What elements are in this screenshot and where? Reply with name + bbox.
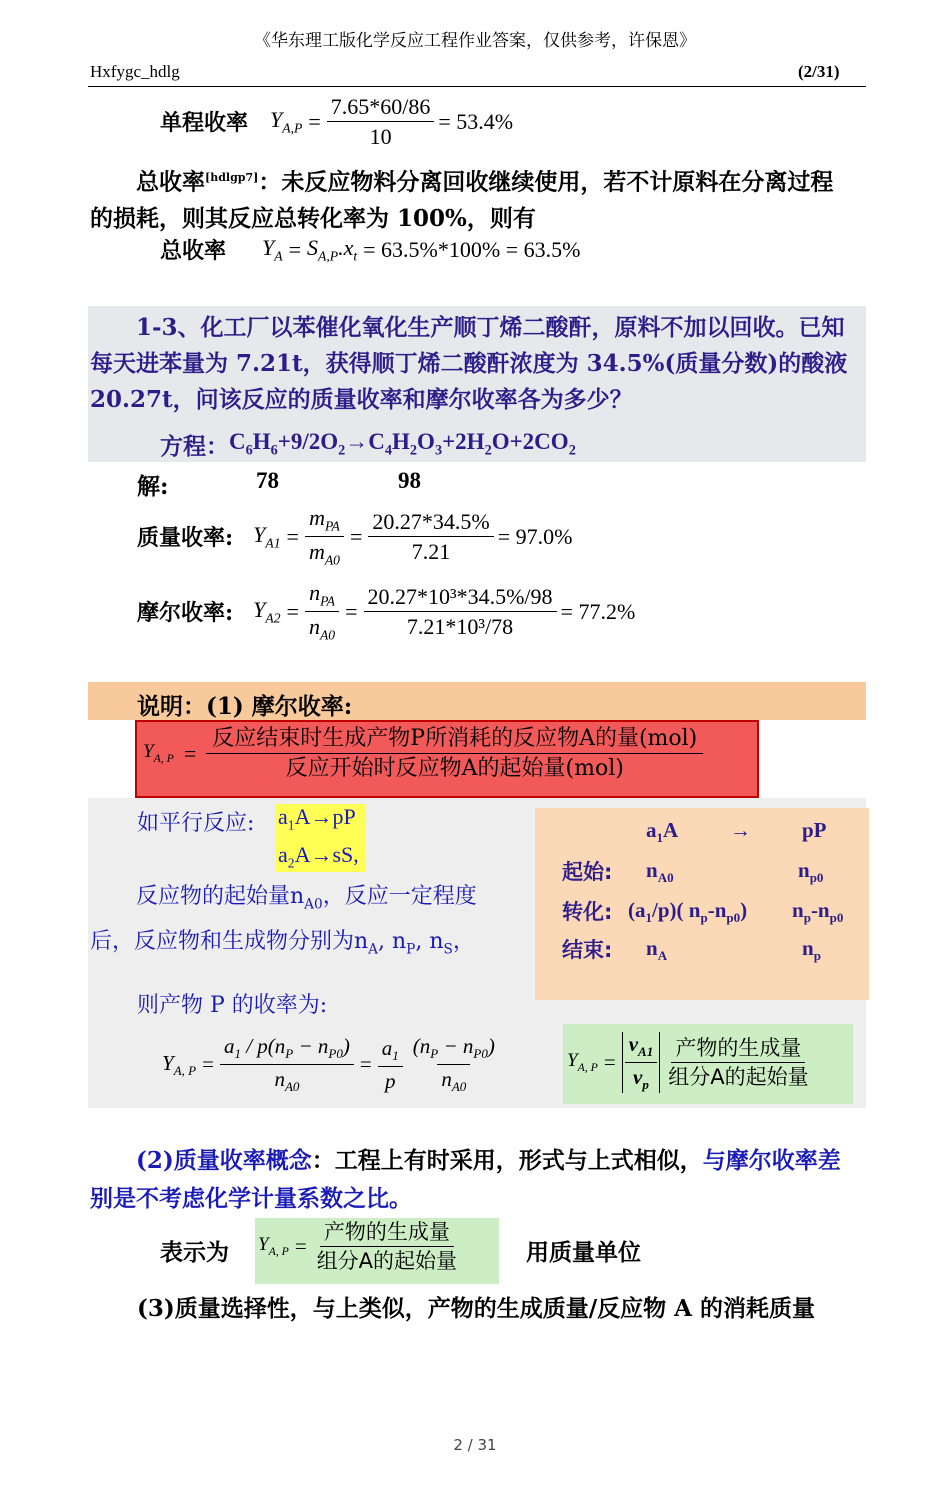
mass-yield-equation: 质量收率: $Y_{A1}$ = $\frac{m_{PA}}{m_{A0}}$ = $\frac{20.27*34.5\%}{7.21}$ = 97.0%: [137, 505, 573, 568]
page-header: 《华东理工版化学反应工程作业答案，仅供参考，许保恩》: [254, 31, 696, 50]
total-yield-equation: 总收率 $Y_A$ = $S_{A,P}.x_t$ = 63.5%*100% = 63.5%: [160, 234, 581, 264]
expressed-as-label: 表示为: [160, 1239, 229, 1266]
header-rule: [88, 86, 866, 87]
mass-unit-note: 用质量单位: [526, 1239, 641, 1266]
yield-symbol: $Y_{A,P}$: [270, 107, 303, 136]
header-page-number: (2/31): [798, 62, 840, 81]
mass-selectivity: (3)质量选择性，与上类似，产物的生成质量/反应物 A 的消耗质量: [137, 1295, 816, 1322]
molar-mass-anhydride: 98: [398, 468, 421, 493]
mass-yield-formula: $Y_{A, P}$ = $\frac{\text{产物的生成量}}{\text{组分A的起始量}}$: [258, 1220, 458, 1274]
row-final-label: 结束:: [562, 938, 613, 962]
row-initial-p: $n_{p0}$: [798, 858, 824, 886]
table-header-arrow: →: [730, 818, 751, 842]
mass-yield-paragraph: (2)质量收率概念：工程上有时采用，形式与上式相似，与摩尔收率差 别是不考虑化学计量系数之比。: [90, 1147, 841, 1212]
table-header-product: pP: [802, 818, 827, 842]
solution-label: 解:: [137, 473, 169, 500]
single-yield-label: 单程收率: [160, 110, 249, 137]
row-converted-label: 转化:: [562, 900, 613, 924]
row-initial-label: 起始:: [562, 860, 613, 884]
header-left-code: Hxfygc_hdlg: [90, 62, 180, 81]
reaction-1: $a_1A\to pP$: [278, 804, 356, 833]
molar-mass-benzene: 78: [256, 468, 279, 493]
general-yield-formula: $Y_{A, P}$ = $\frac{\nu_{A1}}{\nu_p}$ $\frac{\text{产物的生成量}}{\text{组分A的起始量}}$: [567, 1032, 809, 1093]
molar-yield-definition: $Y_{A, P}$ = $\frac{\text{反应结束时生成产物P所消耗的反应物A的量(mol)}}{\text{反应开始时反应物A的起始量(mol)}}$: [143, 726, 703, 782]
molar-yield-equation: 摩尔收率: $Y_{A2}$ = $\frac{n_{PA}}{n_{A0}}$ = $\frac{\text{20.27*10³*34.5\%/98}}{\text{7.21*10³/78}}$ = 77.2%: [137, 580, 636, 643]
total-yield-paragraph: 总收率[hdlgp7]：未反应物料分离回收继续使用，若不计原料在分离过程 的损耗，则其反应总转化率为 100%，则有: [90, 168, 834, 232]
row-final-a: $n_A$: [646, 936, 668, 964]
row-initial-a: $n_{A0}$: [646, 858, 674, 886]
table-header-reactant: $a_1A$: [646, 818, 679, 846]
row-converted-a: $(a_1/p)$( $n_p-n_{p0}$): [628, 898, 748, 926]
reaction-2: $a_2A\to sS$,: [278, 842, 359, 871]
yield-p-formula: $Y_{A, P}$ = $\frac{a_1 / p(n_P - n_{P0})}{n_{A0}}$ = $\frac{a_1}{p}$ $\frac{(n_P - n_{P0})}{n_{A0}}$: [162, 1034, 495, 1095]
single-yield-equation: 单程收率 $Y_{A,P}$ = $\frac{7.65*60/86}{10}$ = 53.4%: [160, 94, 514, 150]
parallel-reaction-label: 如平行反应:: [137, 811, 255, 836]
yield-of-p-label: 则产物 P 的收率为:: [137, 993, 328, 1018]
row-final-p: $n_p$: [802, 936, 821, 964]
parallel-description: 反应物的起始量$n_{A0}$，反应一定程度 后，反应物和生成物分别为$n_A$, $n_P$, $n_S$，: [90, 884, 477, 958]
reaction-equation: 方程： $C_6H_6+9/2O_2\to C_4H_2O_3+2H_2O+2CO_2$: [160, 429, 576, 460]
page-footer: 2 / 31: [453, 1436, 497, 1454]
row-converted-p: $n_p-n_{p0}$: [792, 898, 844, 926]
single-yield-fraction: $\frac{7.65*60/86}{10}$: [327, 94, 435, 150]
problem-statement: 1-3、化工厂以苯催化氧化生产顺丁烯二酸酐，原料不加以回收。已知 每天进苯量为 7.21t，获得顺丁烯二酸酐浓度为 34.5%(质量分数)的酸液 20.27t，问该反应的质量收率和摩尔收率各为多少？: [90, 314, 848, 413]
note-title: 说明：(1) 摩尔收率:: [137, 693, 353, 720]
